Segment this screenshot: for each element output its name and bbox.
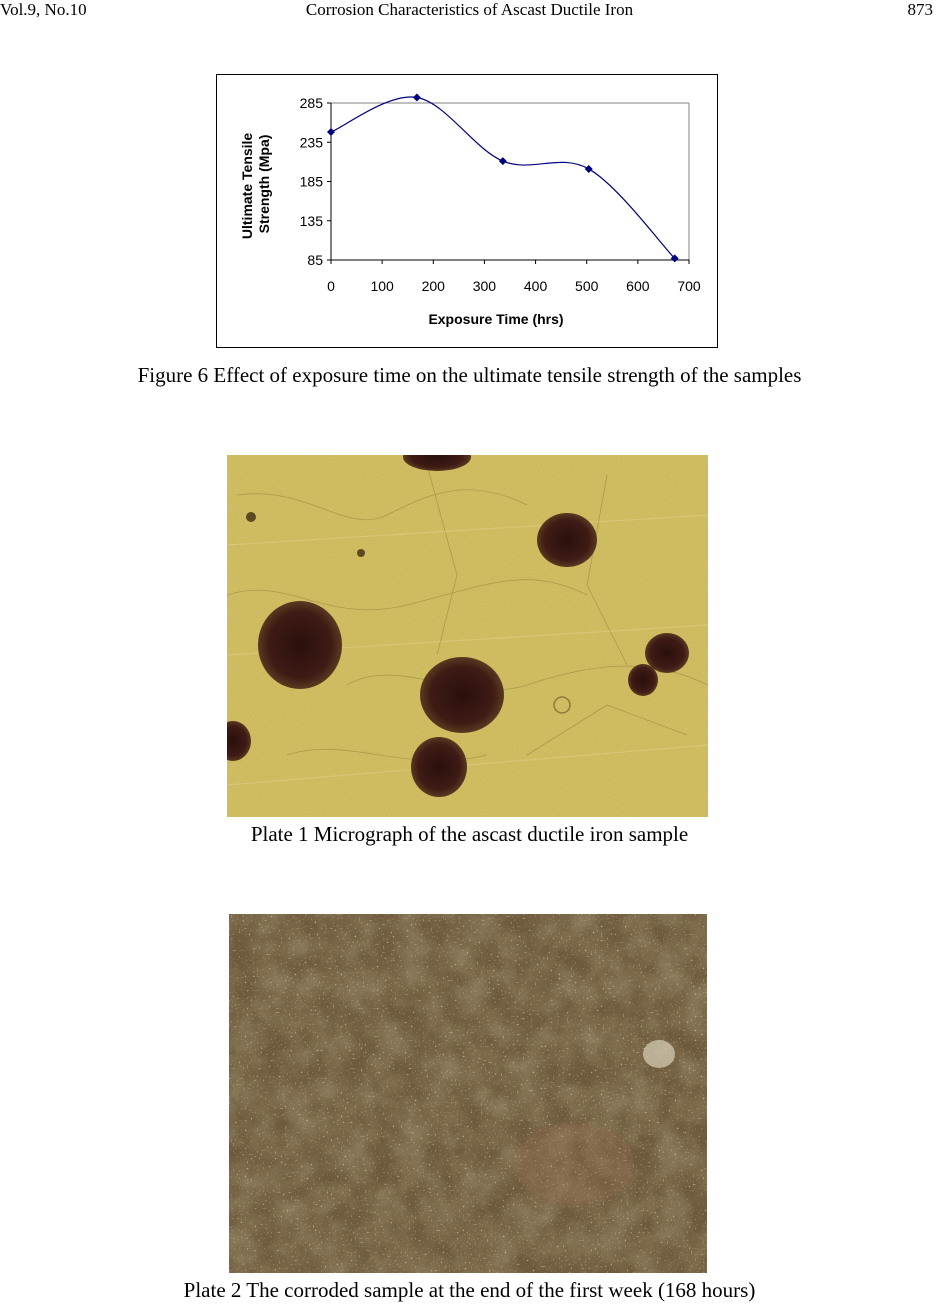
x-tick-label: 200	[421, 278, 445, 294]
running-title: Corrosion Characteristics of Ascast Ductile Iron	[305, 0, 634, 19]
plate2-caption: Plate 2 The corroded sample at the end of the first week (168 hours)	[183, 1278, 756, 1302]
y-tick-label: 85	[307, 252, 323, 268]
x-tick-label: 100	[370, 278, 394, 294]
x-axis-label: Exposure Time (hrs)	[428, 311, 564, 327]
data-point	[327, 128, 335, 136]
data-point	[585, 165, 593, 173]
figure6-plot	[217, 75, 719, 349]
data-point	[413, 94, 421, 102]
page-number: 873	[907, 0, 933, 19]
journal-volume: Vol.9, No.10	[0, 0, 87, 19]
x-tick-label: 400	[523, 278, 548, 294]
x-tick-label: 700	[677, 278, 701, 294]
figure6-chart	[216, 74, 718, 348]
y-tick-label: 135	[299, 212, 323, 229]
x-tick-label: 0	[327, 278, 335, 294]
corroded-sample-image	[229, 914, 707, 1273]
running-head	[0, 0, 939, 22]
y-tick-label: 235	[299, 134, 323, 151]
plate1-micrograph	[227, 455, 708, 817]
y-axis-label: Ultimate Tensile Strength (Mpa)	[239, 132, 272, 240]
figure6-caption: Figure 6 Effect of exposure time on the ultimate tensile strength of the samples	[137, 363, 802, 387]
plate2-corroded-sample	[229, 914, 707, 1273]
y-tick-label: 285	[299, 95, 323, 111]
plate1-caption: Plate 1 Micrograph of the ascast ductile iron sample	[250, 822, 689, 846]
x-tick-label: 600	[626, 278, 650, 294]
y-tick-label: 185	[299, 173, 323, 190]
x-tick-label: 500	[575, 278, 599, 294]
x-tick-label: 300	[472, 278, 497, 294]
data-point	[499, 157, 507, 165]
uts-series-line	[331, 97, 675, 258]
micrograph-image	[227, 455, 708, 817]
